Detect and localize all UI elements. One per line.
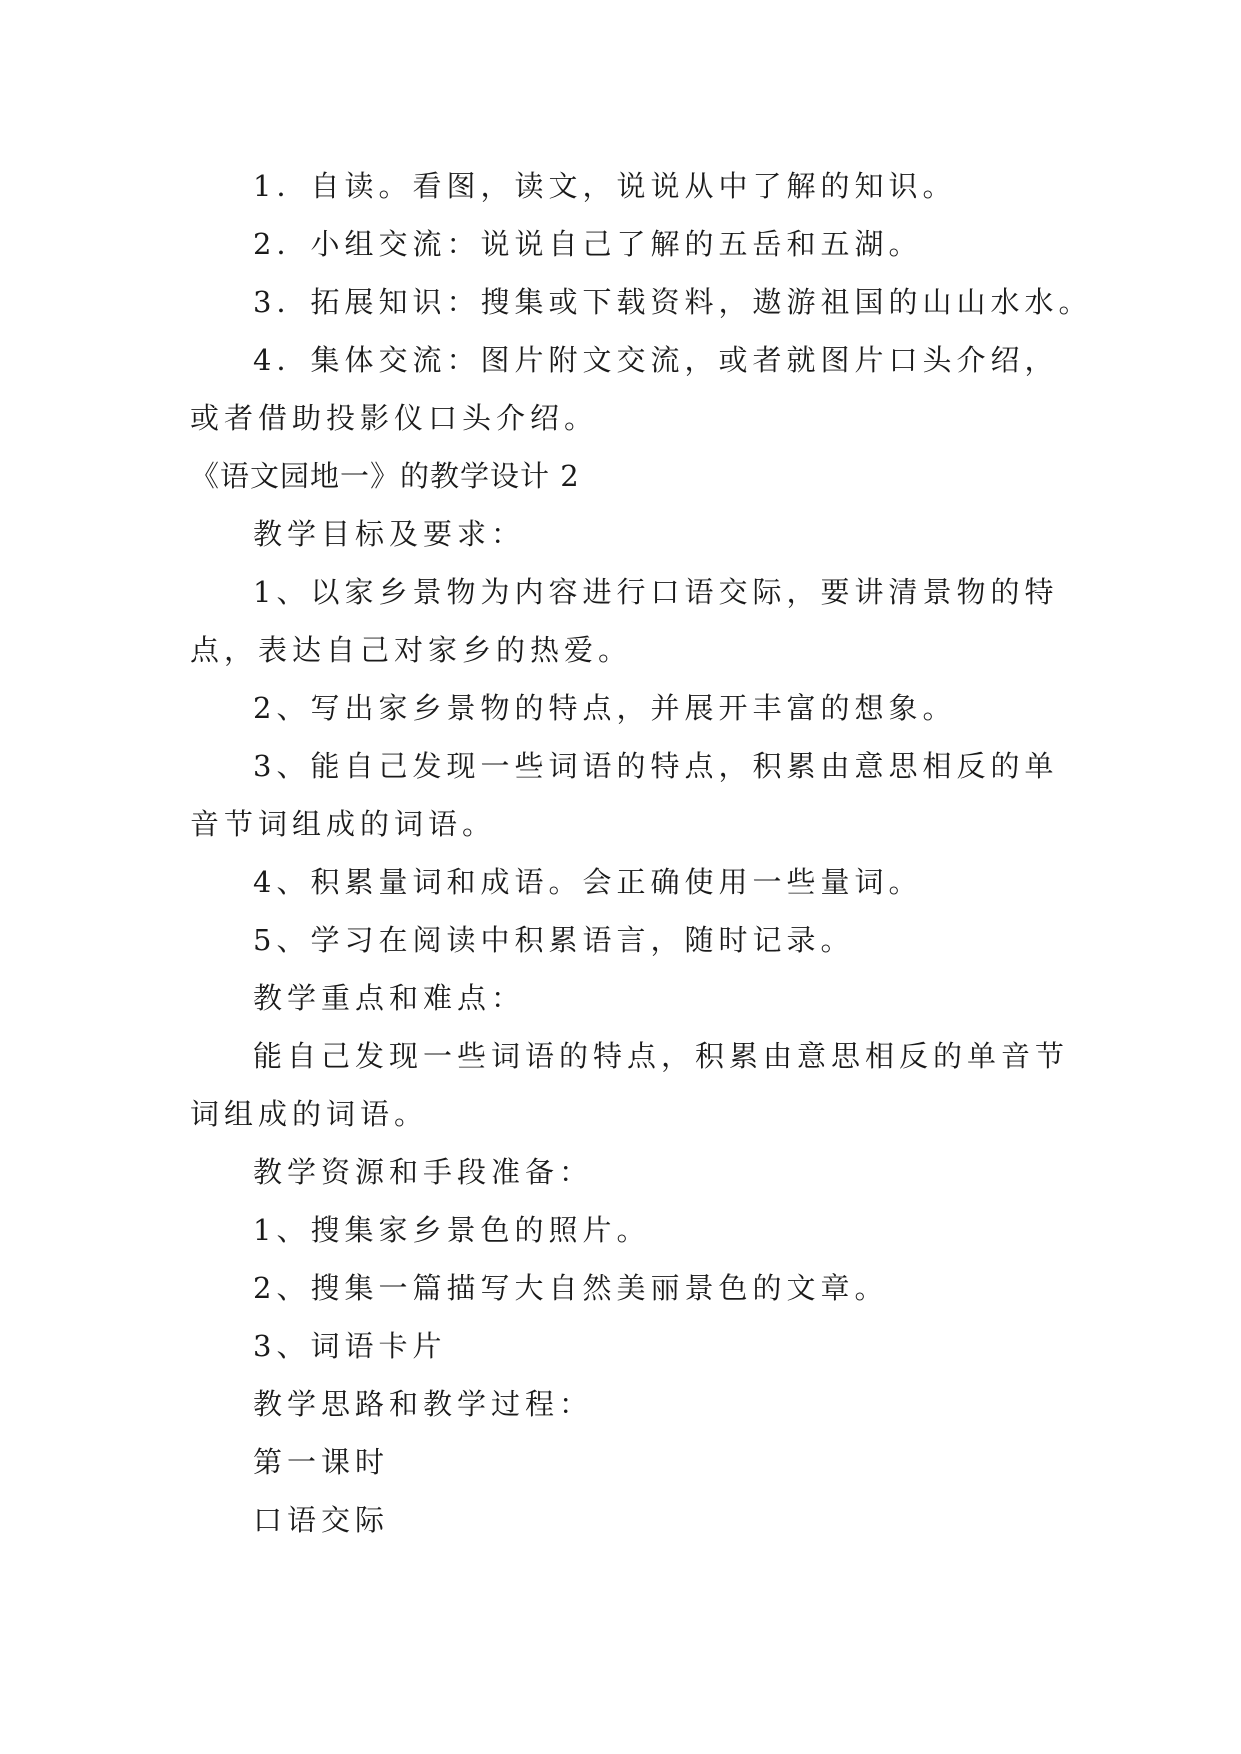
paragraph-line: 4、积累量词和成语。会正确使用一些量词。 [253, 865, 923, 899]
section-heading: 教学重点和难点： [253, 981, 526, 1015]
section-heading: 教学目标及要求： [253, 517, 526, 551]
paragraph-line: 口语交际 [253, 1503, 390, 1537]
paragraph-line: 2、写出家乡景物的特点，并展开丰富的想象。 [253, 691, 957, 725]
paragraph-line: 第一课时 [253, 1445, 390, 1479]
paragraph-line: 5、学习在阅读中积累语言，随时记录。 [253, 923, 855, 957]
paragraph-line: 2．小组交流：说说自己了解的五岳和五湖。 [253, 227, 923, 261]
paragraph-line: 1、搜集家乡景色的照片。 [253, 1213, 651, 1247]
paragraph-line: 点，表达自己对家乡的热爱。 [190, 633, 633, 667]
paragraph-line: 能自己发现一些词语的特点，积累由意思相反的单音节 [253, 1039, 1070, 1073]
section-heading: 教学思路和教学过程： [253, 1387, 594, 1421]
paragraph-line: 3、词语卡片 [253, 1329, 447, 1363]
paragraph-line: 1．自读。看图，读文，说说从中了解的知识。 [253, 169, 957, 203]
paragraph-line: 4．集体交流：图片附文交流，或者就图片口头介绍， [253, 343, 1059, 377]
paragraph-line: 2、搜集一篇描写大自然美丽景色的文章。 [253, 1271, 889, 1305]
section-heading: 教学资源和手段准备： [253, 1155, 594, 1189]
paragraph-line: 3．拓展知识：搜集或下载资料，遨游祖国的山山水水。 [253, 285, 1093, 319]
section-title: 《语文园地一》的教学设计 2 [190, 459, 580, 493]
paragraph-line: 1、以家乡景物为内容进行口语交际，要讲清景物的特 [253, 575, 1059, 609]
paragraph-line: 3、能自己发现一些词语的特点，积累由意思相反的单 [253, 749, 1059, 783]
paragraph-line: 或者借助投影仪口头介绍。 [190, 401, 599, 435]
paragraph-line: 词组成的词语。 [190, 1097, 429, 1131]
paragraph-line: 音节词组成的词语。 [190, 807, 497, 841]
